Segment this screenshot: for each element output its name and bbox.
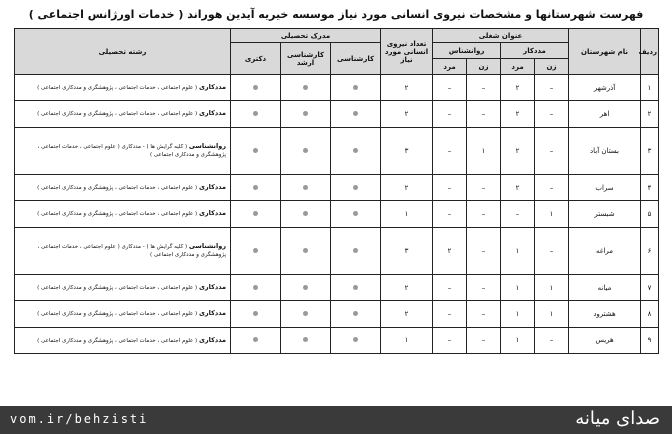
field-description: ( علوم اجتماعی ، خدمات اجتماعی ، پژوهشگری و مددکاری اجتماعی ) bbox=[37, 211, 198, 218]
header-degree: مدرک تحصیلی bbox=[231, 29, 381, 43]
header-workforce: تعداد نیروی انسانی مورد نیاز bbox=[381, 29, 433, 75]
staff-table bbox=[14, 28, 659, 354]
row-number: ۷ bbox=[641, 275, 659, 301]
bullet-icon bbox=[303, 185, 308, 190]
bullet-icon bbox=[303, 337, 308, 342]
bullet-icon bbox=[353, 337, 358, 342]
city-name: میانه bbox=[569, 275, 641, 301]
header-job-title: عنوان شغلی bbox=[433, 29, 569, 43]
social-worker-male: ۱ bbox=[501, 227, 535, 274]
psychologist-female: ۱ bbox=[467, 127, 501, 174]
social-worker-male: ۲ bbox=[501, 127, 535, 174]
psychologist-male: ۲ bbox=[433, 227, 467, 274]
page-title: فهرست شهرستانها و مشخصات نیروی انسانی مورد نیاز موسسه خیریه آیدین هوراند ( خدمات اورژانس اجتماعی ) bbox=[28, 8, 644, 21]
workforce-count: ۲ bbox=[381, 75, 433, 101]
bachelor-mark bbox=[331, 301, 381, 327]
field-description: ( علوم اجتماعی ، خدمات اجتماعی ، پژوهشگری و مددکاری اجتماعی ) bbox=[37, 111, 198, 118]
social-worker-female: ۱ bbox=[535, 201, 569, 227]
workforce-count: ۲ bbox=[381, 101, 433, 127]
row-number: ۴ bbox=[641, 175, 659, 201]
header-city: نام شهرستان bbox=[569, 29, 641, 75]
bullet-icon bbox=[353, 211, 358, 216]
social-worker-female: – bbox=[535, 75, 569, 101]
bullet-icon bbox=[303, 311, 308, 316]
social-worker-female: – bbox=[535, 327, 569, 353]
field-of-study bbox=[15, 327, 231, 353]
phd-mark bbox=[231, 127, 281, 174]
table-row bbox=[15, 101, 659, 127]
row-number: ۱ bbox=[641, 75, 659, 101]
social-worker-male: ۲ bbox=[501, 175, 535, 201]
bullet-icon bbox=[353, 111, 358, 116]
bullet-icon bbox=[253, 148, 258, 153]
city-name: مراغه bbox=[569, 227, 641, 274]
psychologist-male: – bbox=[433, 75, 467, 101]
city-name: هریس bbox=[569, 327, 641, 353]
table-row bbox=[15, 175, 659, 201]
social-worker-male: – bbox=[501, 201, 535, 227]
header-bachelor: کارشناسی bbox=[331, 43, 381, 75]
header-row-no: ردیف bbox=[641, 29, 659, 75]
field-of-study bbox=[15, 275, 231, 301]
psychologist-male: – bbox=[433, 275, 467, 301]
row-number: ۵ bbox=[641, 201, 659, 227]
header-field: رشته تحصیلی bbox=[15, 29, 231, 75]
psychologist-male: – bbox=[433, 175, 467, 201]
header-sw-female: زن bbox=[535, 59, 569, 75]
phd-mark bbox=[231, 175, 281, 201]
master-mark bbox=[281, 301, 331, 327]
city-name: هشترود bbox=[569, 301, 641, 327]
bullet-icon bbox=[353, 148, 358, 153]
master-mark bbox=[281, 127, 331, 174]
psychologist-female: – bbox=[467, 175, 501, 201]
bullet-icon bbox=[253, 248, 258, 253]
phd-mark bbox=[231, 101, 281, 127]
field-description: ( علوم اجتماعی ، خدمات اجتماعی ، پژوهشگری و مددکاری اجتماعی ) bbox=[37, 285, 198, 292]
field-title: روانشناسی bbox=[188, 242, 226, 251]
bullet-icon bbox=[303, 211, 308, 216]
bullet-icon bbox=[253, 85, 258, 90]
bullet-icon bbox=[353, 248, 358, 253]
footer-url[interactable]: vom.ir/behzisti bbox=[10, 412, 149, 426]
field-of-study bbox=[15, 201, 231, 227]
bullet-icon bbox=[303, 111, 308, 116]
bullet-icon bbox=[303, 85, 308, 90]
social-worker-male: ۲ bbox=[501, 75, 535, 101]
field-title: روانشناسی bbox=[188, 142, 226, 151]
psychologist-female: – bbox=[467, 275, 501, 301]
bachelor-mark bbox=[331, 275, 381, 301]
field-of-study bbox=[15, 227, 231, 274]
bachelor-mark bbox=[331, 227, 381, 274]
social-worker-female: ۱ bbox=[535, 275, 569, 301]
bachelor-mark bbox=[331, 201, 381, 227]
phd-mark bbox=[231, 327, 281, 353]
field-description: ( علوم اجتماعی ، خدمات اجتماعی ، پژوهشگری و مددکاری اجتماعی ) bbox=[37, 185, 198, 192]
social-worker-female: ۱ bbox=[535, 301, 569, 327]
bachelor-mark bbox=[331, 327, 381, 353]
phd-mark bbox=[231, 75, 281, 101]
bullet-icon bbox=[253, 111, 258, 116]
table-row bbox=[15, 327, 659, 353]
field-description: ( کلیه گرایش ها ) - مددکاری ( علوم اجتماعی ، خدمات اجتماعی ، پژوهشگری و مددکاری اجتماعی ) bbox=[37, 244, 226, 259]
psychologist-female: – bbox=[467, 101, 501, 127]
field-title: مددکاری bbox=[198, 83, 226, 92]
field-of-study bbox=[15, 127, 231, 174]
workforce-count: ۲ bbox=[381, 175, 433, 201]
master-mark bbox=[281, 101, 331, 127]
workforce-count: ۳ bbox=[381, 127, 433, 174]
bullet-icon bbox=[253, 337, 258, 342]
master-mark bbox=[281, 227, 331, 274]
social-worker-male: ۱ bbox=[501, 327, 535, 353]
city-name: شبستر bbox=[569, 201, 641, 227]
city-name: بستان آباد bbox=[569, 127, 641, 174]
social-worker-male: ۲ bbox=[501, 101, 535, 127]
workforce-count: ۲ bbox=[381, 301, 433, 327]
bullet-icon bbox=[253, 285, 258, 290]
social-worker-female: – bbox=[535, 127, 569, 174]
bullet-icon bbox=[353, 311, 358, 316]
psychologist-female: – bbox=[467, 201, 501, 227]
social-worker-male: ۱ bbox=[501, 301, 535, 327]
social-worker-female: – bbox=[535, 175, 569, 201]
table-row bbox=[15, 275, 659, 301]
bachelor-mark bbox=[331, 175, 381, 201]
psychologist-male: – bbox=[433, 201, 467, 227]
city-name: سراب bbox=[569, 175, 641, 201]
row-number: ۹ bbox=[641, 327, 659, 353]
psychologist-male: – bbox=[433, 301, 467, 327]
bachelor-mark bbox=[331, 75, 381, 101]
field-description: ( علوم اجتماعی ، خدمات اجتماعی ، پژوهشگری و مددکاری اجتماعی ) bbox=[37, 337, 198, 344]
psychologist-female: – bbox=[467, 75, 501, 101]
footer-bar bbox=[0, 406, 672, 434]
bullet-icon bbox=[303, 248, 308, 253]
phd-mark bbox=[231, 275, 281, 301]
psychologist-female: – bbox=[467, 327, 501, 353]
table-row bbox=[15, 301, 659, 327]
phd-mark bbox=[231, 227, 281, 274]
social-worker-male: ۱ bbox=[501, 275, 535, 301]
workforce-count: ۱ bbox=[381, 201, 433, 227]
bullet-icon bbox=[353, 185, 358, 190]
master-mark bbox=[281, 75, 331, 101]
row-number: ۶ bbox=[641, 227, 659, 274]
field-description: ( کلیه گرایش ها ) - مددکاری ( علوم اجتماعی ، خدمات اجتماعی ، پژوهشگری و مددکاری اجتماعی ) bbox=[37, 144, 226, 159]
bullet-icon bbox=[353, 285, 358, 290]
workforce-count: ۳ bbox=[381, 227, 433, 274]
bachelor-mark bbox=[331, 101, 381, 127]
psychologist-male: – bbox=[433, 327, 467, 353]
master-mark bbox=[281, 175, 331, 201]
table-row bbox=[15, 227, 659, 274]
table-row bbox=[15, 127, 659, 174]
master-mark bbox=[281, 201, 331, 227]
field-title: مددکاری bbox=[198, 209, 226, 218]
bullet-icon bbox=[253, 185, 258, 190]
phd-mark bbox=[231, 201, 281, 227]
header-ps-female: زن bbox=[467, 59, 501, 75]
bachelor-mark bbox=[331, 127, 381, 174]
field-title: مددکاری bbox=[198, 309, 226, 318]
field-title: مددکاری bbox=[198, 283, 226, 292]
city-name: آذرشهر bbox=[569, 75, 641, 101]
bullet-icon bbox=[303, 285, 308, 290]
city-name: اهر bbox=[569, 101, 641, 127]
field-title: مددکاری bbox=[198, 109, 226, 118]
psychologist-male: – bbox=[433, 127, 467, 174]
master-mark bbox=[281, 275, 331, 301]
table-row bbox=[15, 75, 659, 101]
header-social-worker: مددکار bbox=[501, 43, 569, 59]
workforce-count: ۲ bbox=[381, 275, 433, 301]
field-of-study bbox=[15, 301, 231, 327]
header-master: کارشناسی ارشد bbox=[281, 43, 331, 75]
header-phd: دکتری bbox=[231, 43, 281, 75]
psychologist-female: – bbox=[467, 301, 501, 327]
field-of-study bbox=[15, 75, 231, 101]
field-of-study bbox=[15, 175, 231, 201]
header-psychologist: روانشناس bbox=[433, 43, 501, 59]
bullet-icon bbox=[303, 148, 308, 153]
phd-mark bbox=[231, 301, 281, 327]
footer-logo: صدای میانه bbox=[575, 408, 660, 429]
bullet-icon bbox=[253, 311, 258, 316]
social-worker-female: – bbox=[535, 101, 569, 127]
workforce-count: ۱ bbox=[381, 327, 433, 353]
field-title: مددکاری bbox=[198, 335, 226, 344]
header-ps-male: مرد bbox=[433, 59, 467, 75]
social-worker-female: – bbox=[535, 227, 569, 274]
header-sw-male: مرد bbox=[501, 59, 535, 75]
bullet-icon bbox=[353, 85, 358, 90]
table-row bbox=[15, 201, 659, 227]
row-number: ۳ bbox=[641, 127, 659, 174]
row-number: ۸ bbox=[641, 301, 659, 327]
field-title: مددکاری bbox=[198, 183, 226, 192]
field-description: ( علوم اجتماعی ، خدمات اجتماعی ، پژوهشگری و مددکاری اجتماعی ) bbox=[37, 85, 198, 92]
psychologist-female: – bbox=[467, 227, 501, 274]
psychologist-male: – bbox=[433, 101, 467, 127]
field-description: ( علوم اجتماعی ، خدمات اجتماعی ، پژوهشگری و مددکاری اجتماعی ) bbox=[37, 311, 198, 318]
master-mark bbox=[281, 327, 331, 353]
field-of-study bbox=[15, 101, 231, 127]
bullet-icon bbox=[253, 211, 258, 216]
row-number: ۲ bbox=[641, 101, 659, 127]
